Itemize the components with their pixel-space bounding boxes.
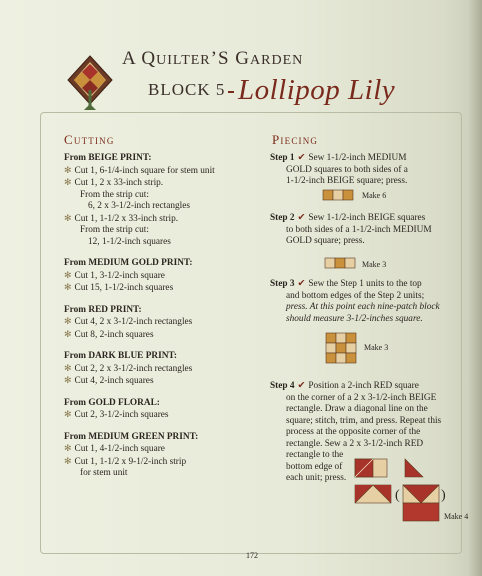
svg-text:): ) <box>441 488 446 503</box>
bullet-star-icon: ✻ <box>64 282 72 292</box>
book-title: A QUILTER’S GARDEN <box>122 48 304 69</box>
cutting-line: ✻ Cut 1, 1-1/2 x 33-inch strip. <box>64 212 179 224</box>
cutting-line: 6, 2 x 3-1/2-inch rectangles <box>88 201 190 211</box>
cutting-group <box>64 351 254 388</box>
step-label: Step 2 <box>270 213 295 223</box>
step-2-unit-diagram <box>325 258 355 268</box>
cutting-line: ✻ Cut 4, 2-inch squares <box>64 375 154 386</box>
svg-text:(: ( <box>395 488 400 503</box>
cutting-line: ✻ Cut 2, 2 x 3-1/2-inch rectangles <box>64 362 193 374</box>
cutting-line: From the strip cut: <box>80 225 149 235</box>
cutting-group <box>64 398 254 422</box>
step-label: Step 1 <box>270 153 295 163</box>
cutting-group-title: From GOLD FLORAL: <box>64 397 160 408</box>
cutting-line: ✻ Cut 15, 1-1/2-inch squares <box>64 282 174 293</box>
block-number: BLOCK 5 <box>148 80 226 99</box>
step-2: Step 2 ✔ Sew 1-1/2-inch BEIGE squares to both sides of a 1-1/2-inch MEDIUM GOLD square; press. <box>270 213 432 246</box>
bullet-star-icon: ✻ <box>64 443 72 453</box>
step-4: Step 4 ✔ Position a 2-inch RED square on the corner of a 2 x 3-1/2-inch BEIGE rectangle. Draw a diagonal line on the square; stitch, trim, and press. Repeat this process at the opposite corner of the rectangle. Sew a 2 x 3-1/2-inch RED rectangle to the bottom edge of each unit; press. <box>270 381 442 483</box>
page-number: 172 <box>246 551 258 560</box>
bullet-star-icon: ✻ <box>64 375 72 385</box>
step-3-make: Make 3 <box>364 343 389 352</box>
step-label: Step 3 <box>270 279 295 289</box>
step-1-unit-diagram <box>323 190 353 200</box>
piecing-heading: Piecing <box>272 132 319 147</box>
cutting-group <box>64 258 254 295</box>
step-4-make: Make 4 <box>444 512 469 521</box>
nine-patch-diagram <box>326 333 356 363</box>
cutting-group-title: From RED PRINT: <box>64 304 142 315</box>
cutting-line: ✻ Cut 1, 3-1/2-inch square <box>64 269 165 281</box>
cutting-line: 12, 1-1/2-inch squares <box>88 236 171 247</box>
checkmark-icon: ✔ <box>297 153 306 163</box>
cutting-group <box>64 153 254 248</box>
step-1-make: Make 6 <box>362 191 387 200</box>
bullet-star-icon: ✻ <box>64 164 72 175</box>
cutting-group-title: From MEDIUM GOLD PRINT: <box>64 258 193 268</box>
book-spine-shadow <box>468 0 482 576</box>
bullet-star-icon: ✻ <box>64 455 72 466</box>
step-2-make: Make 3 <box>362 260 387 269</box>
bullet-star-icon: ✻ <box>64 409 72 419</box>
cutting-line: ✻ Cut 8, 2-inch squares <box>64 328 154 340</box>
cutting-line: ✻ Cut 1, 4-1/2-inch square <box>64 443 165 454</box>
cutting-list <box>64 153 254 490</box>
cutting-line: From the strip cut: <box>80 189 149 200</box>
step-4-diagrams <box>355 457 445 525</box>
cutting-group-title: From BEIGE PRINT: <box>64 153 152 163</box>
cutting-line: ✻ Cut 1, 1-1/2 x 9-1/2-inch strip <box>64 455 187 467</box>
bullet-star-icon: ✻ <box>64 316 72 326</box>
block-name: Lollipop Lily <box>226 74 395 107</box>
step-1: Step 1 ✔ Sew 1-1/2-inch MEDIUM GOLD squares to both sides of a 1-1/2-inch BEIGE square; press. <box>270 153 408 186</box>
cutting-heading: Cutting <box>64 132 115 147</box>
cutting-line: ✻ Cut 4, 2 x 3-1/2-inch rectangles <box>64 316 193 327</box>
cutting-group-title: From DARK BLUE PRINT: <box>64 351 178 361</box>
checkmark-icon: ✔ <box>297 213 306 223</box>
step-label: Step 4 <box>270 381 295 391</box>
cutting-group <box>64 432 254 480</box>
checkmark-icon: ✔ <box>297 381 306 391</box>
cutting-line: ✻ Cut 1, 2 x 33-inch strip. <box>64 177 164 188</box>
quilt-block-logo-icon <box>66 54 114 110</box>
step-3: Step 3 ✔ Sew the Step 1 units to the top and bottom edges of the Step 2 units; press. At this point each nine-patch block should measure 3-1/2-inches square. <box>270 279 440 324</box>
cutting-group <box>64 305 254 342</box>
cutting-line: for stem unit <box>80 468 128 478</box>
bullet-star-icon: ✻ <box>64 177 72 187</box>
cutting-line: ✻ Cut 1, 6-1/4-inch square for stem unit <box>64 164 215 176</box>
cutting-line: ✻ Cut 2, 3-1/2-inch squares <box>64 409 169 420</box>
bullet-star-icon: ✻ <box>64 269 72 280</box>
cutting-group-title: From MEDIUM GREEN PRINT: <box>64 431 199 442</box>
checkmark-icon: ✔ <box>297 279 306 289</box>
bullet-star-icon: ✻ <box>64 362 72 373</box>
bullet-star-icon: ✻ <box>64 212 72 223</box>
bullet-star-icon: ✻ <box>64 328 72 339</box>
